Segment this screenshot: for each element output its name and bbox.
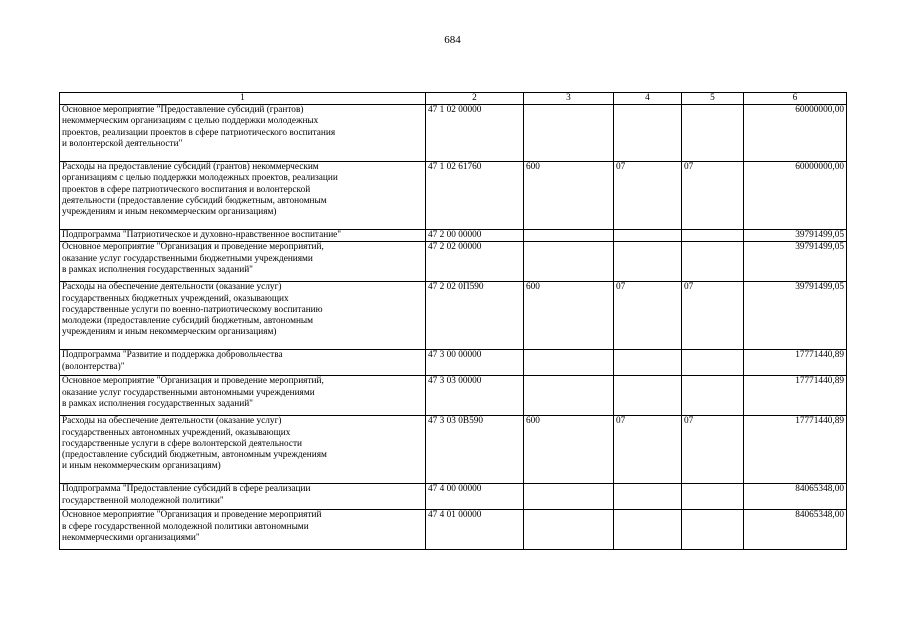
header-cell-2: 2 xyxy=(426,93,524,105)
table-row xyxy=(60,510,847,550)
row-section xyxy=(614,230,682,242)
table-row xyxy=(60,242,847,282)
row-subsection xyxy=(682,230,744,242)
row-subsection: 07 xyxy=(682,282,744,350)
row-expense-type xyxy=(524,105,614,162)
row-amount: 84065348,00 xyxy=(744,510,847,550)
row-subsection: 07 xyxy=(682,416,744,484)
row-name: Основное мероприятие "Организация и проведение мероприятий, оказание услуг государственными бюджетными учреждениями в рамках исполнения государственных заданий" xyxy=(60,242,426,282)
row-expense-type: 600 xyxy=(524,282,614,350)
table-row xyxy=(60,105,847,162)
row-section xyxy=(614,350,682,376)
header-cell-4: 4 xyxy=(614,93,682,105)
row-amount: 17771440,89 xyxy=(744,376,847,416)
header-cell-1: 1 xyxy=(60,93,426,105)
row-section xyxy=(614,242,682,282)
row-expense-type xyxy=(524,484,614,510)
row-code: 47 3 03 00000 xyxy=(426,376,524,416)
row-amount: 39791499,05 xyxy=(744,230,847,242)
page-number: 684 xyxy=(444,34,461,46)
row-section xyxy=(614,484,682,510)
row-name: Подпрограмма "Предоставление субсидий в сфере реализации государственной молодежной политики" xyxy=(60,484,426,510)
row-expense-type xyxy=(524,376,614,416)
row-subsection xyxy=(682,510,744,550)
header-cell-3: 3 xyxy=(524,93,614,105)
table-row xyxy=(60,484,847,510)
row-amount: 17771440,89 xyxy=(744,416,847,484)
row-code: 47 2 00 00000 xyxy=(426,230,524,242)
row-expense-type xyxy=(524,230,614,242)
row-expense-type: 600 xyxy=(524,416,614,484)
row-section: 07 xyxy=(614,416,682,484)
header-cell-6: 6 xyxy=(744,93,847,105)
row-section: 07 xyxy=(614,162,682,230)
budget-table xyxy=(59,92,847,550)
row-section: 07 xyxy=(614,282,682,350)
row-amount: 39791499,05 xyxy=(744,282,847,350)
row-code: 47 3 00 00000 xyxy=(426,350,524,376)
row-code: 47 1 02 61760 xyxy=(426,162,524,230)
row-code: 47 1 02 00000 xyxy=(426,105,524,162)
row-name: Подпрограмма "Развитие и поддержка добровольчества (волонтерства)" xyxy=(60,350,426,376)
table-row xyxy=(60,416,847,484)
row-amount: 17771440,89 xyxy=(744,350,847,376)
row-subsection xyxy=(682,105,744,162)
row-section xyxy=(614,510,682,550)
row-name: Расходы на обеспечение деятельности (оказание услуг) государственных бюджетных учреждений, оказывающих государственные услуги по военно-патриотическому воспитанию молодежи (предоставление субсидий бюджетным, автономным учреждениям и иным некоммерческим организациям) xyxy=(60,282,426,350)
row-expense-type xyxy=(524,510,614,550)
row-code: 47 2 02 0П590 xyxy=(426,282,524,350)
row-expense-type xyxy=(524,350,614,376)
row-name: Основное мероприятие "Предоставление субсидий (грантов) некоммерческим организациям с целью поддержки молодежных проектов, реализации проектов в сфере патриотического воспитания и волонтерской деятельности" xyxy=(60,105,426,162)
row-subsection: 07 xyxy=(682,162,744,230)
table-body xyxy=(60,105,847,550)
row-subsection xyxy=(682,484,744,510)
row-name: Расходы на предоставление субсидий (грантов) некоммерческим организациям с целью поддержки молодежных проектов, реализации проектов в сфере патриотического воспитания и волонтерской деятельности (предоставление субсидий бюджетным, автономным учреждениям и иным некоммерческим организациям) xyxy=(60,162,426,230)
row-amount: 60000000,00 xyxy=(744,105,847,162)
row-code: 47 2 02 00000 xyxy=(426,242,524,282)
header-cell-5: 5 xyxy=(682,93,744,105)
row-section xyxy=(614,105,682,162)
table-header xyxy=(60,93,847,105)
row-code: 47 4 01 00000 xyxy=(426,510,524,550)
row-name: Подпрограмма "Патриотическое и духовно-нравственное воспитание" xyxy=(60,230,426,242)
row-amount: 39791499,05 xyxy=(744,242,847,282)
row-subsection xyxy=(682,242,744,282)
row-subsection xyxy=(682,350,744,376)
table-row xyxy=(60,230,847,242)
row-expense-type: 600 xyxy=(524,162,614,230)
row-section xyxy=(614,376,682,416)
row-amount: 60000000,00 xyxy=(744,162,847,230)
row-code: 47 3 03 0В590 xyxy=(426,416,524,484)
row-amount: 84065348,00 xyxy=(744,484,847,510)
table-row xyxy=(60,376,847,416)
row-name: Основное мероприятие "Организация и проведение мероприятий, оказание услуг государственными автономными учреждениями в рамках исполнения государственных заданий" xyxy=(60,376,426,416)
row-expense-type xyxy=(524,242,614,282)
row-code: 47 4 00 00000 xyxy=(426,484,524,510)
table-row xyxy=(60,282,847,350)
table-row xyxy=(60,162,847,230)
row-subsection xyxy=(682,376,744,416)
row-name: Основное мероприятие "Организация и проведение мероприятий в сфере государственной молодежной политики автономными некоммерческими организациями" xyxy=(60,510,426,550)
row-name: Расходы на обеспечение деятельности (оказание услуг) государственных автономных учреждений, оказывающих государственные услуги в сфере волонтерской деятельности (предоставление субсидий бюджетным, автономным учреждениям и иным некоммерческим организациям) xyxy=(60,416,426,484)
table-row xyxy=(60,350,847,376)
header-row xyxy=(60,93,847,105)
